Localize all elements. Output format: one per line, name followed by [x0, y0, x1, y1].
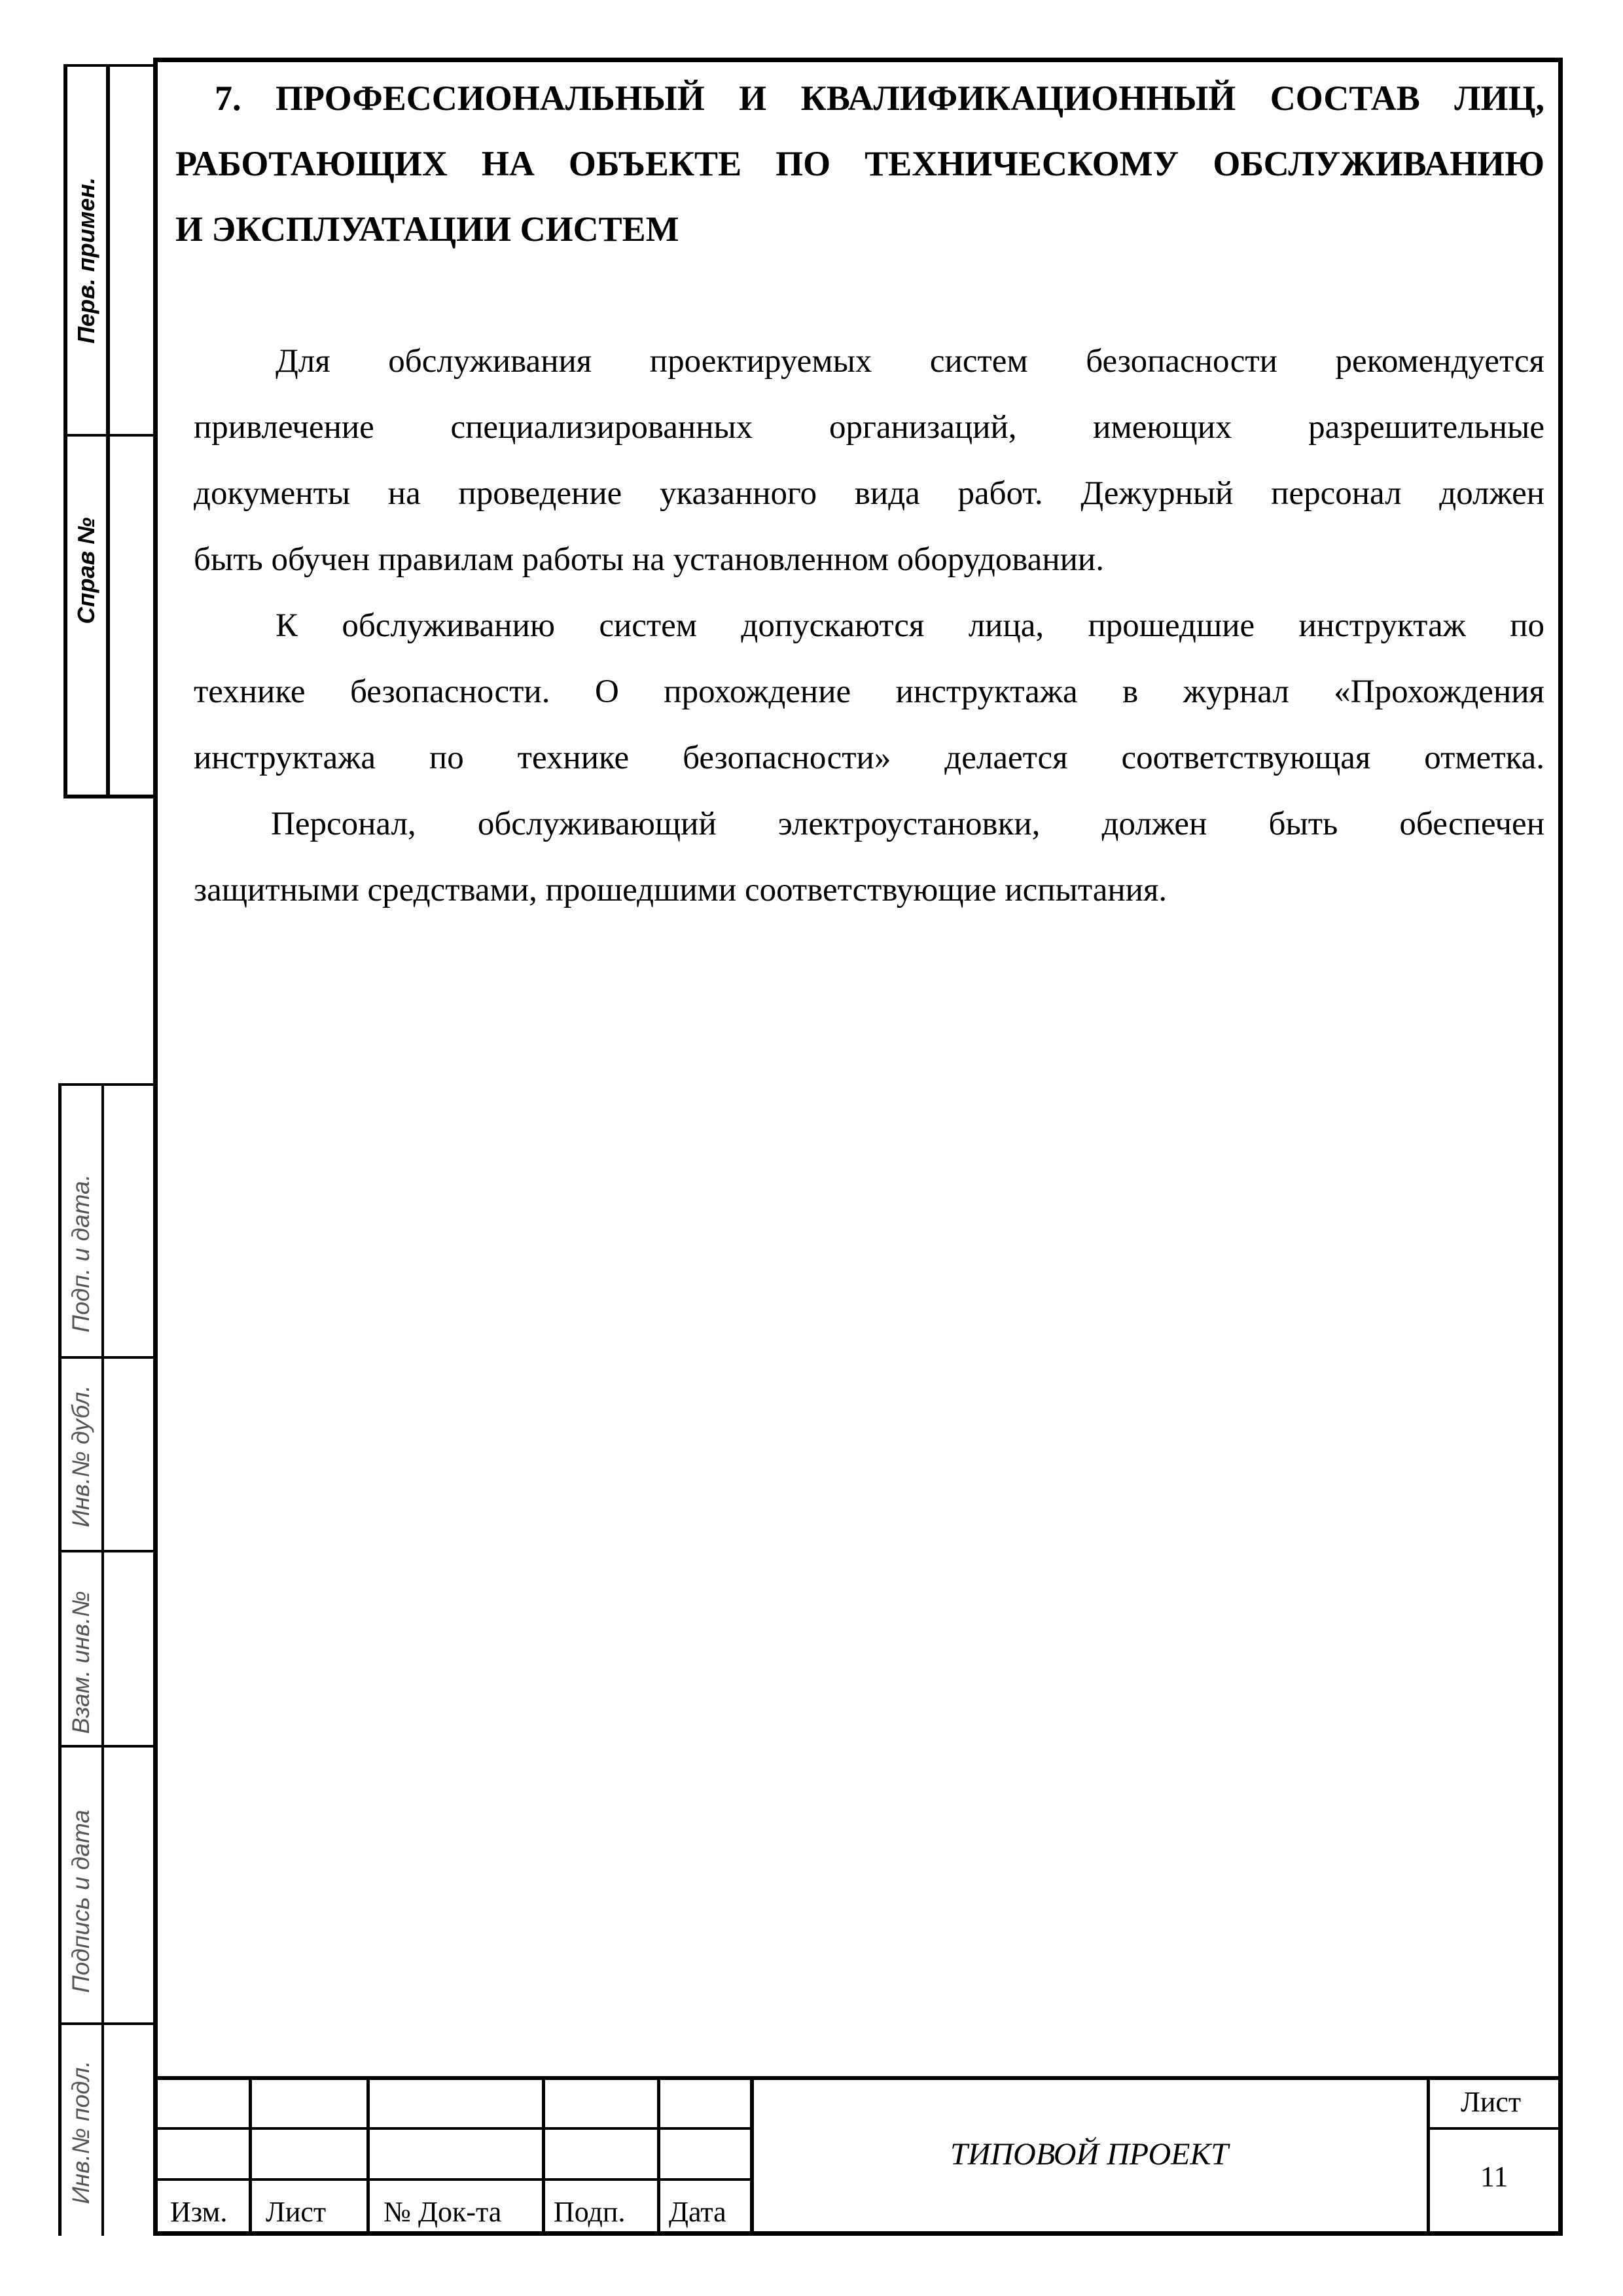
paragraph-2-line: инструктажа по технике безопасности» делается соответствующая отметка.	[194, 740, 1544, 776]
margin-upper-top	[63, 64, 155, 67]
margin-upper-divider	[63, 434, 155, 437]
project-title: ТИПОВОЙ ПРОЕКТ	[950, 2137, 1228, 2172]
paragraph-3-line: защитными средствами, прошедшими соответствующие испытания.	[194, 872, 1168, 908]
margin-lower-outer-left	[58, 1085, 62, 2236]
paragraph-1-line: быть обучен правилам работы на установленном оборудовании.	[194, 541, 1104, 578]
podpis-i-data-label: Подпись и дата	[67, 1810, 94, 1993]
tb-col-line-6	[1427, 2076, 1430, 2236]
margin-lower-div2	[58, 1550, 155, 1552]
tb-col-line-2	[366, 2076, 370, 2236]
sheet-number: 11	[1480, 2161, 1508, 2193]
tb-col-line-5	[750, 2076, 754, 2236]
tb-doc-label: № Док-та	[383, 2196, 502, 2228]
tb-row-line-1	[153, 2127, 751, 2130]
inv-no-dubl-label: Инв.№ дубл.	[67, 1385, 94, 1528]
heading-line-2: РАБОТАЮЩИХ НА ОБЪЕКТЕ ПО ТЕХНИЧЕСКОМУ ОБСЛУЖИВАНИЮ	[175, 144, 1544, 183]
margin-upper-outer-left	[63, 64, 67, 798]
inv-no-podl-label: Инв.№ подл.	[67, 2060, 94, 2204]
tb-col-line-3	[542, 2076, 545, 2236]
tb-data-label: Дата	[669, 2196, 726, 2228]
body-text	[194, 329, 1544, 924]
heading-line-3: И ЭКСПЛУАТАЦИИ СИСТЕМ	[175, 209, 679, 249]
sprav-no-label: Справ №	[73, 517, 99, 624]
paragraph-1-line: документы на проведение указанного вида работ. Дежурный персонал должен	[194, 475, 1544, 512]
podp-i-data-label: Подп. и дата.	[67, 1174, 94, 1333]
title-block	[153, 2076, 1563, 2236]
margin-lower-div4	[58, 2022, 155, 2025]
paragraph-2-line: К обслуживанию систем допускаются лица, прошедшие инструктаж по	[276, 607, 1544, 644]
tb-col-line-1	[249, 2076, 252, 2236]
tb-podp-label: Подп.	[554, 2196, 626, 2228]
section-heading	[175, 65, 1544, 262]
tb-izm-label: Изм.	[170, 2196, 228, 2228]
paragraph-3-line: Персонал, обслуживающий электроустановки, должен быть обеспечен	[271, 806, 1544, 842]
perv-primen-label: Перв. примен.	[73, 177, 99, 344]
heading-line-1: 7. ПРОФЕССИОНАЛЬНЫЙ И КВАЛИФИКАЦИОННЫЙ СОСТАВ ЛИЦ,	[215, 79, 1544, 118]
tb-top-line	[153, 2076, 1563, 2080]
margin-lower-top	[58, 1083, 155, 1086]
tb-col-line-4	[657, 2076, 660, 2236]
sheet-label: Лист	[1461, 2086, 1522, 2118]
paragraph-2-line: технике безопасности. О прохождение инструктажа в журнал «Прохождения	[194, 673, 1544, 710]
tb-sheet-divider	[1427, 2127, 1563, 2130]
margin-upper-bottom	[63, 795, 155, 798]
paragraph-1-line: Для обслуживания проектируемых систем безопасности рекомендуется	[276, 343, 1544, 380]
tb-row-line-2	[153, 2178, 751, 2181]
margin-lower-inner	[101, 1085, 104, 2236]
margin-lower-div1	[58, 1356, 155, 1359]
tb-list-label: Лист	[266, 2196, 327, 2228]
margin-lower-div3	[58, 1745, 155, 1748]
paragraph-1-line: привлечение специализированных организаций, имеющих разрешительные	[194, 409, 1544, 446]
vzam-inv-no-label: Взам. инв.№	[67, 1590, 94, 1734]
margin-upper-inner	[106, 64, 110, 798]
